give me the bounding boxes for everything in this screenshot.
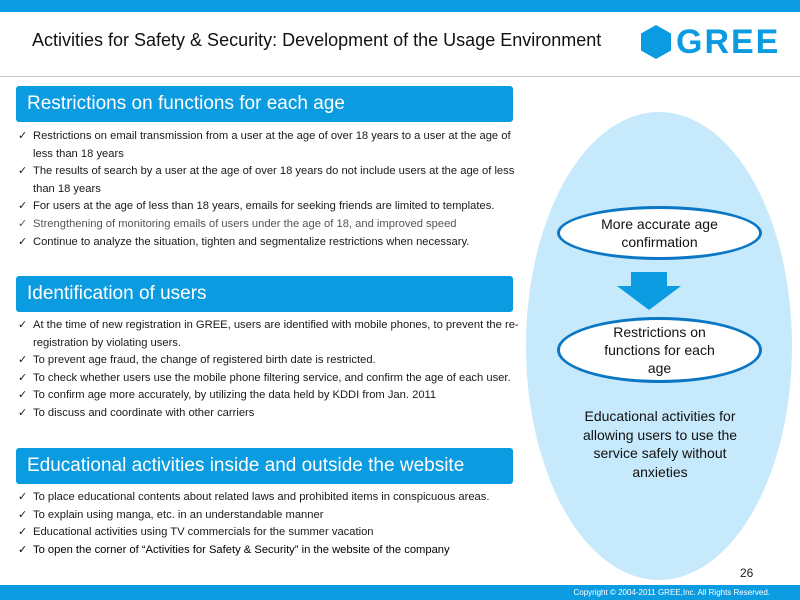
list-item: ✓ To confirm age more accurately, by utilizing the data held by KDDI from Jan. 2011 (18, 387, 523, 405)
list-item: ✓ The results of search by a user at the age of over 18 years do not include users at the age of less than 18 years (18, 163, 523, 198)
age-restrictions-list (18, 128, 523, 251)
list-item: ✓ For users at the age of less than 18 years, emails for seeking friends are limited to templates. (18, 198, 523, 216)
list-item: ✓ Restrictions on email transmission from a user at the age of over 18 years to a user at the age of less than 18 years (18, 128, 523, 163)
down-arrow-icon (617, 272, 681, 310)
header-divider (0, 76, 800, 77)
list-item: ✓ To prevent age fraud, the change of registered birth date is restricted. (18, 352, 523, 370)
section-heading-educational: Educational activities inside and outside the website (16, 448, 513, 484)
copyright-text: Copyright © 2004-2011 GREE,Inc. All Rights Reserved. (573, 588, 770, 597)
hexagon-logo-icon (641, 25, 671, 59)
slide-title: Activities for Safety & Security: Development of the Usage Environment (32, 30, 602, 50)
section-heading-identification: Identification of users (16, 276, 513, 312)
page-number: 26 (740, 566, 754, 580)
list-item: ✓ To check whether users use the mobile phone filtering service, and confirm the age of each user. (18, 370, 523, 388)
pill-label: Restrictions on functions for each age (604, 324, 715, 376)
list-item: ✓ Continue to analyze the situation, tighten and segmentalize restrictions when necessary. (18, 234, 523, 252)
list-item: ✓ Strengthening of monitoring emails of users under the age of 18, and improved speed (18, 216, 523, 234)
age-confirmation-pill (557, 206, 762, 260)
pill-label: More accurate age confirmation (601, 216, 718, 250)
identification-list (18, 317, 523, 423)
section-heading-age-restrictions: Restrictions on functions for each age (16, 86, 513, 122)
list-item: ✓ To explain using manga, etc. in an understandable manner (18, 507, 523, 525)
top-accent-bar (0, 0, 800, 12)
list-item: ✓ To open the corner of “Activities for Safety & Security” in the website of the company (18, 542, 523, 560)
list-item: ✓ To place educational contents about related laws and prohibited items in conspicuous areas. (18, 489, 523, 507)
gree-logo (641, 22, 780, 62)
list-item: ✓ To discuss and coordinate with other carriers (18, 405, 523, 423)
educational-caption: Educational activities for allowing users to use the service safely without anxieties (582, 408, 738, 480)
function-restriction-pill (557, 317, 762, 383)
logo-wordmark: GREE (676, 23, 781, 61)
educational-list (18, 489, 523, 559)
list-item: ✓ At the time of new registration in GREE, users are identified with mobile phones, to prevent the re-registration by violating users. (18, 317, 523, 352)
list-item: ✓ Educational activities using TV commercials for the summer vacation (18, 524, 523, 542)
